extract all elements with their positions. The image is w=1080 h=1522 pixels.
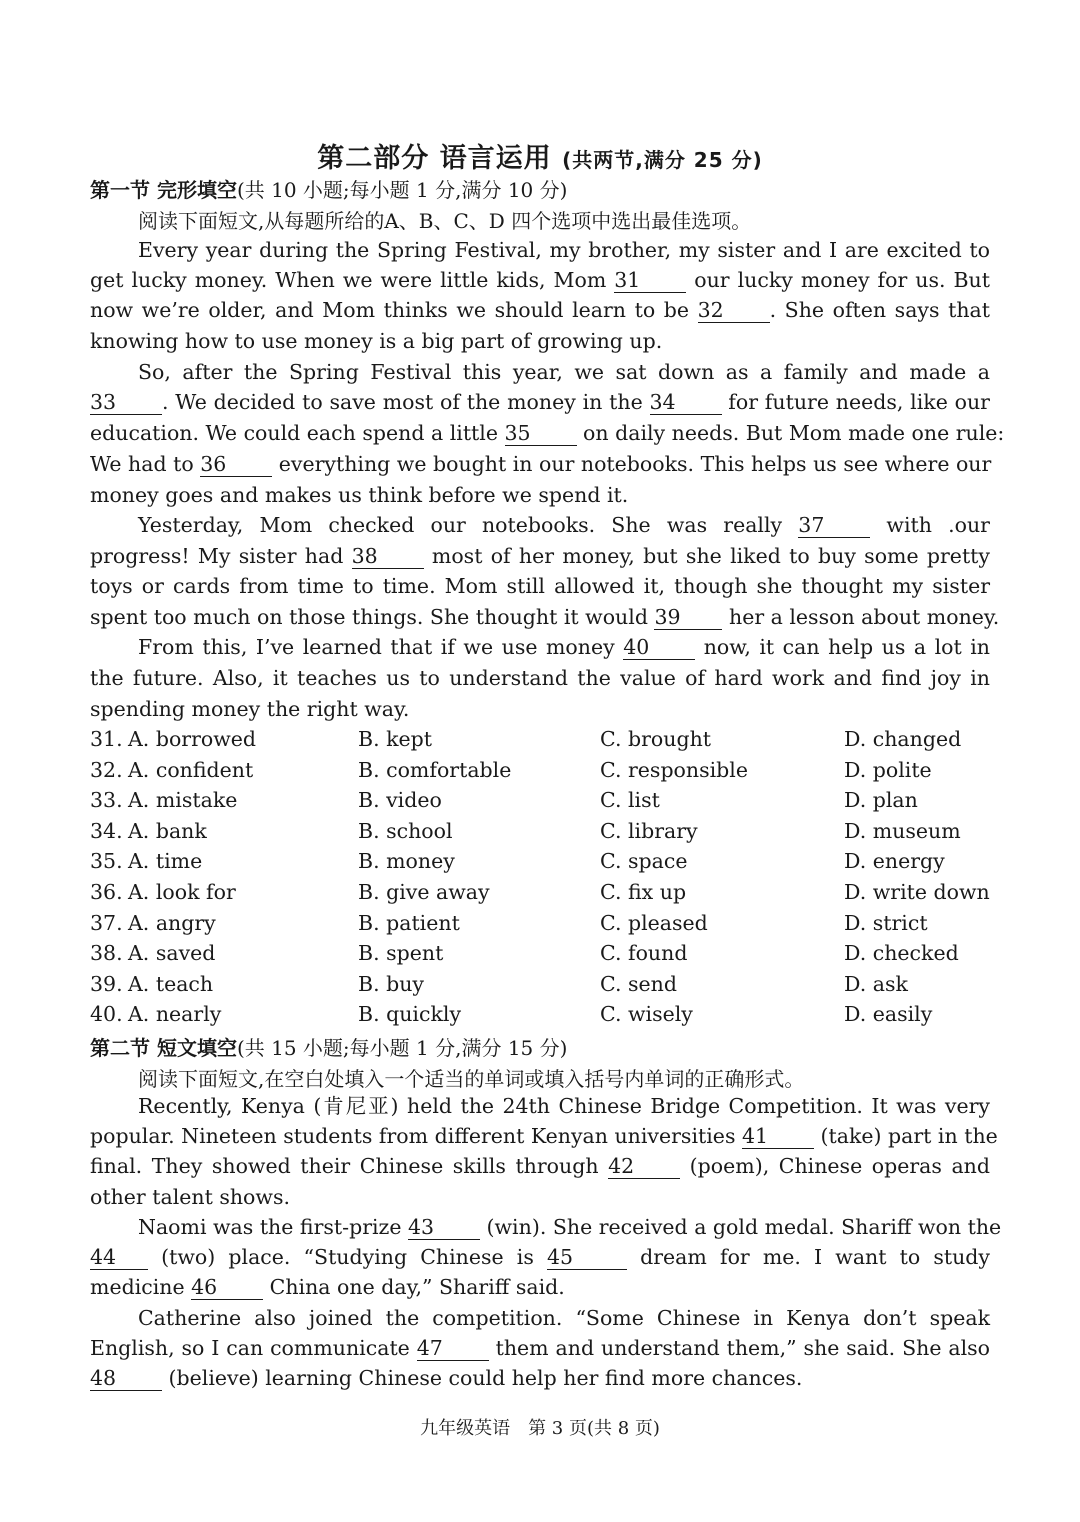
passage-line (90, 1242, 990, 1272)
passage-text: Every year during the Spring Festival, my brother, my sister and I are excited to (138, 238, 990, 262)
passage-line (90, 1363, 990, 1393)
answer-blank[interactable]: 40 (623, 635, 695, 660)
passage-text: her a lesson about money. (722, 605, 1000, 629)
passage-text: spending money the right way. (90, 697, 410, 721)
option-d[interactable]: D. plan (844, 788, 918, 813)
part-title (0, 136, 1080, 175)
passage-text: English, so I can communicate (90, 1336, 417, 1360)
passage-text: now, it can help us a lot in (695, 635, 990, 659)
passage-text: (poem), Chinese operas and (680, 1154, 990, 1178)
option-b[interactable]: B. give away (358, 880, 490, 904)
option-d[interactable]: D. write down (844, 880, 990, 904)
answer-blank[interactable]: 46 (191, 1275, 263, 1300)
option-b[interactable]: B. buy (358, 971, 425, 996)
option-a[interactable]: A. time (128, 849, 203, 874)
passage-line (138, 357, 990, 387)
option-c[interactable]: C. pleased (600, 910, 708, 935)
passage-line (90, 1182, 990, 1212)
option-c[interactable]: C. found (600, 941, 688, 966)
passage-text: We had to (90, 452, 201, 476)
option-c[interactable]: C. fix up (600, 880, 687, 904)
passage-text: the future. Also, it teaches us to understand the value of hard work and find joy in (90, 666, 990, 690)
passage-text: our lucky money for us. But (686, 268, 990, 292)
option-a[interactable]: A. teach (128, 971, 214, 996)
option-b[interactable]: B. money (358, 849, 455, 874)
answer-blank[interactable]: 36 (200, 452, 272, 477)
passage-line (90, 265, 990, 295)
question-number: 35. (90, 849, 123, 874)
option-b[interactable]: B. video (358, 788, 442, 813)
answer-blank[interactable]: 41 (742, 1124, 814, 1149)
passage-text: Yesterday, Mom checked our notebooks. She was really (138, 513, 799, 537)
passage-line (90, 326, 990, 356)
answer-blank[interactable]: 42 (608, 1154, 680, 1179)
option-d[interactable]: D. checked (844, 941, 959, 966)
passage-text: (two) place. “Studying Chinese is (148, 1245, 547, 1269)
question-number: 40. (90, 1002, 123, 1027)
answer-blank[interactable]: 35 (505, 421, 577, 446)
passage-line (138, 632, 990, 662)
passage-text: them and understand them,” she said. She also (488, 1336, 991, 1360)
passage-text: education. We could each spend a little (90, 421, 505, 445)
passage-line (90, 1121, 998, 1151)
passage-text: final. They showed their Chinese skills through (90, 1154, 609, 1178)
passage-text: knowing how to use money is a big part of growing up. (90, 329, 663, 353)
answer-blank[interactable]: 43 (408, 1215, 480, 1240)
answer-blank[interactable]: 39 (654, 605, 722, 630)
option-d[interactable]: D. easily (844, 1002, 933, 1027)
passage-line (90, 663, 990, 693)
option-a[interactable]: A. bank (128, 818, 207, 843)
answer-blank[interactable]: 45 (547, 1245, 627, 1270)
passage-line (90, 418, 1005, 448)
passage-line (90, 295, 990, 325)
passage-text: spent too much on those things. She thought it would (90, 605, 655, 629)
passage-text: everything we bought in our notebooks. This helps us see where our (272, 452, 992, 476)
section1-note: (共 10 小题;每小题 1 分,满分 10 分) (236, 178, 568, 202)
option-a[interactable]: A. saved (128, 941, 216, 966)
question-number: 32. (90, 757, 123, 782)
section2-instruction: 阅读下面短文,在空白处填入一个适当的单词或填入括号内单词的正确形式。 (138, 1067, 805, 1091)
question-number: 34. (90, 818, 123, 843)
passage-text: So, after the Spring Festival this year, we sat down as a family and made a (138, 360, 990, 384)
passage-text: (believe) learning Chinese could help her find more chances. (162, 1366, 803, 1390)
passage-text: . She often says that (769, 298, 990, 322)
option-a[interactable]: A. confident (128, 757, 254, 782)
option-c[interactable]: C. responsible (600, 757, 748, 782)
answer-blank[interactable]: 38 (352, 544, 424, 569)
part-title-text: 第二部分 语言运用 (317, 143, 552, 174)
answer-blank[interactable]: 33 (90, 390, 162, 415)
option-c[interactable]: C. send (600, 971, 677, 996)
option-b[interactable]: B. patient (358, 910, 460, 935)
option-b[interactable]: B. kept (358, 727, 433, 751)
option-a[interactable]: A. borrowed (128, 727, 257, 751)
passage-line (90, 541, 990, 571)
answer-blank[interactable]: 34 (650, 390, 722, 415)
passage-line (138, 1091, 990, 1121)
passage-text: with .our (870, 513, 990, 537)
passage-text: From this, I’ve learned that if we use money (138, 635, 624, 659)
passage-line (138, 235, 990, 265)
passage-text: now we’re older, and Mom thinks we should learn to be (90, 298, 698, 322)
answer-blank[interactable]: 48 (90, 1366, 162, 1391)
option-a[interactable]: A. angry (128, 910, 216, 935)
passage-text: other talent shows. (90, 1185, 290, 1209)
part-subtitle: (共两节,满分 25 分) (562, 148, 763, 172)
passage-line (90, 602, 1000, 632)
option-d[interactable]: D. energy (844, 849, 945, 874)
passage-line (138, 510, 990, 540)
section1-instruction: 阅读下面短文,从每题所给的A、B、C、D 四个选项中选出最佳选项。 (138, 209, 752, 233)
option-a[interactable]: A. mistake (128, 788, 238, 813)
passage-text: (win). She received a gold medal. Shariff won the (480, 1215, 1002, 1239)
question-number: 33. (90, 788, 123, 813)
passage-text: for future needs, like our (721, 390, 990, 414)
passage-text: Naomi was the first-prize (138, 1215, 408, 1239)
question-number: 36. (90, 880, 123, 904)
passage-line (138, 1212, 1002, 1242)
passage-text: get lucky money. When we were little kids, Mom (90, 268, 615, 292)
passage-line (90, 694, 990, 724)
passage-text: progress! My sister had (90, 544, 352, 568)
question-number: 39. (90, 971, 123, 996)
passage-line (90, 480, 990, 510)
option-c[interactable]: C. space (600, 849, 688, 874)
passage-text: Catherine also joined the competition. “Some Chinese in Kenya don’t speak (138, 1306, 990, 1330)
passage-line (90, 387, 990, 417)
passage-line (138, 1303, 990, 1333)
option-d[interactable]: D. strict (844, 910, 928, 935)
passage-text: toys or cards from time to time. Mom still allowed it, though she thought my sister (90, 574, 990, 598)
option-c[interactable]: C. library (600, 818, 698, 843)
passage-text: . We decided to save most of the money in the (162, 390, 650, 414)
answer-blank[interactable]: 47 (417, 1336, 489, 1361)
option-b[interactable]: B. quickly (358, 1002, 462, 1027)
question-number: 38. (90, 941, 123, 966)
option-b[interactable]: B. spent (358, 941, 444, 966)
section2-title: 第二节 短文填空 (90, 1036, 237, 1060)
option-c[interactable]: C. wisely (600, 1002, 693, 1027)
passage-line (90, 449, 990, 479)
option-c[interactable]: C. list (600, 788, 660, 813)
answer-blank[interactable]: 37 (798, 513, 870, 538)
option-d[interactable]: D. changed (844, 727, 962, 751)
section1-heading (90, 174, 567, 203)
passage-text: on daily needs. But Mom made one rule: (576, 421, 1005, 445)
option-b[interactable]: B. school (358, 818, 453, 843)
option-c[interactable]: C. brought (600, 727, 712, 751)
answer-blank[interactable]: 31 (614, 268, 686, 293)
section1-title: 第一节 完形填空 (90, 178, 237, 202)
passage-text: Recently, Kenya (肯尼亚) held the 24th Chinese Bridge Competition. It was very (138, 1094, 990, 1118)
question-number: 31. (90, 727, 123, 751)
passage-line (90, 571, 990, 601)
answer-blank[interactable]: 32 (698, 298, 770, 323)
option-a[interactable]: A. look for (128, 880, 236, 904)
passage-text: medicine (90, 1275, 192, 1299)
section2-note: (共 15 小题;每小题 1 分,满分 15 分) (236, 1036, 568, 1060)
passage-line (90, 1151, 990, 1181)
option-a[interactable]: A. nearly (128, 1002, 222, 1027)
passage-line (90, 1272, 990, 1302)
passage-text: dream for me. I want to study (627, 1245, 990, 1269)
option-d[interactable]: D. museum (844, 818, 961, 843)
passage-text: money goes and makes us think before we spend it. (90, 483, 629, 507)
passage-line (90, 1333, 990, 1363)
section2-heading (90, 1032, 567, 1061)
question-number: 37. (90, 910, 123, 935)
passage-text: most of her money, but she liked to buy some pretty (423, 544, 990, 568)
passage-text: (take) part in the (813, 1124, 998, 1148)
passage-text: China one day,” Shariff said. (263, 1275, 565, 1299)
option-b[interactable]: B. comfortable (358, 757, 512, 782)
answer-blank[interactable]: 44 (90, 1245, 148, 1270)
option-d[interactable]: D. ask (844, 971, 908, 996)
passage-text: popular. Nineteen students from different Kenyan universities (90, 1124, 742, 1148)
option-d[interactable]: D. polite (844, 757, 932, 782)
page-footer: 九年级英语 第 3 页(共 8 页) (420, 1418, 660, 1439)
